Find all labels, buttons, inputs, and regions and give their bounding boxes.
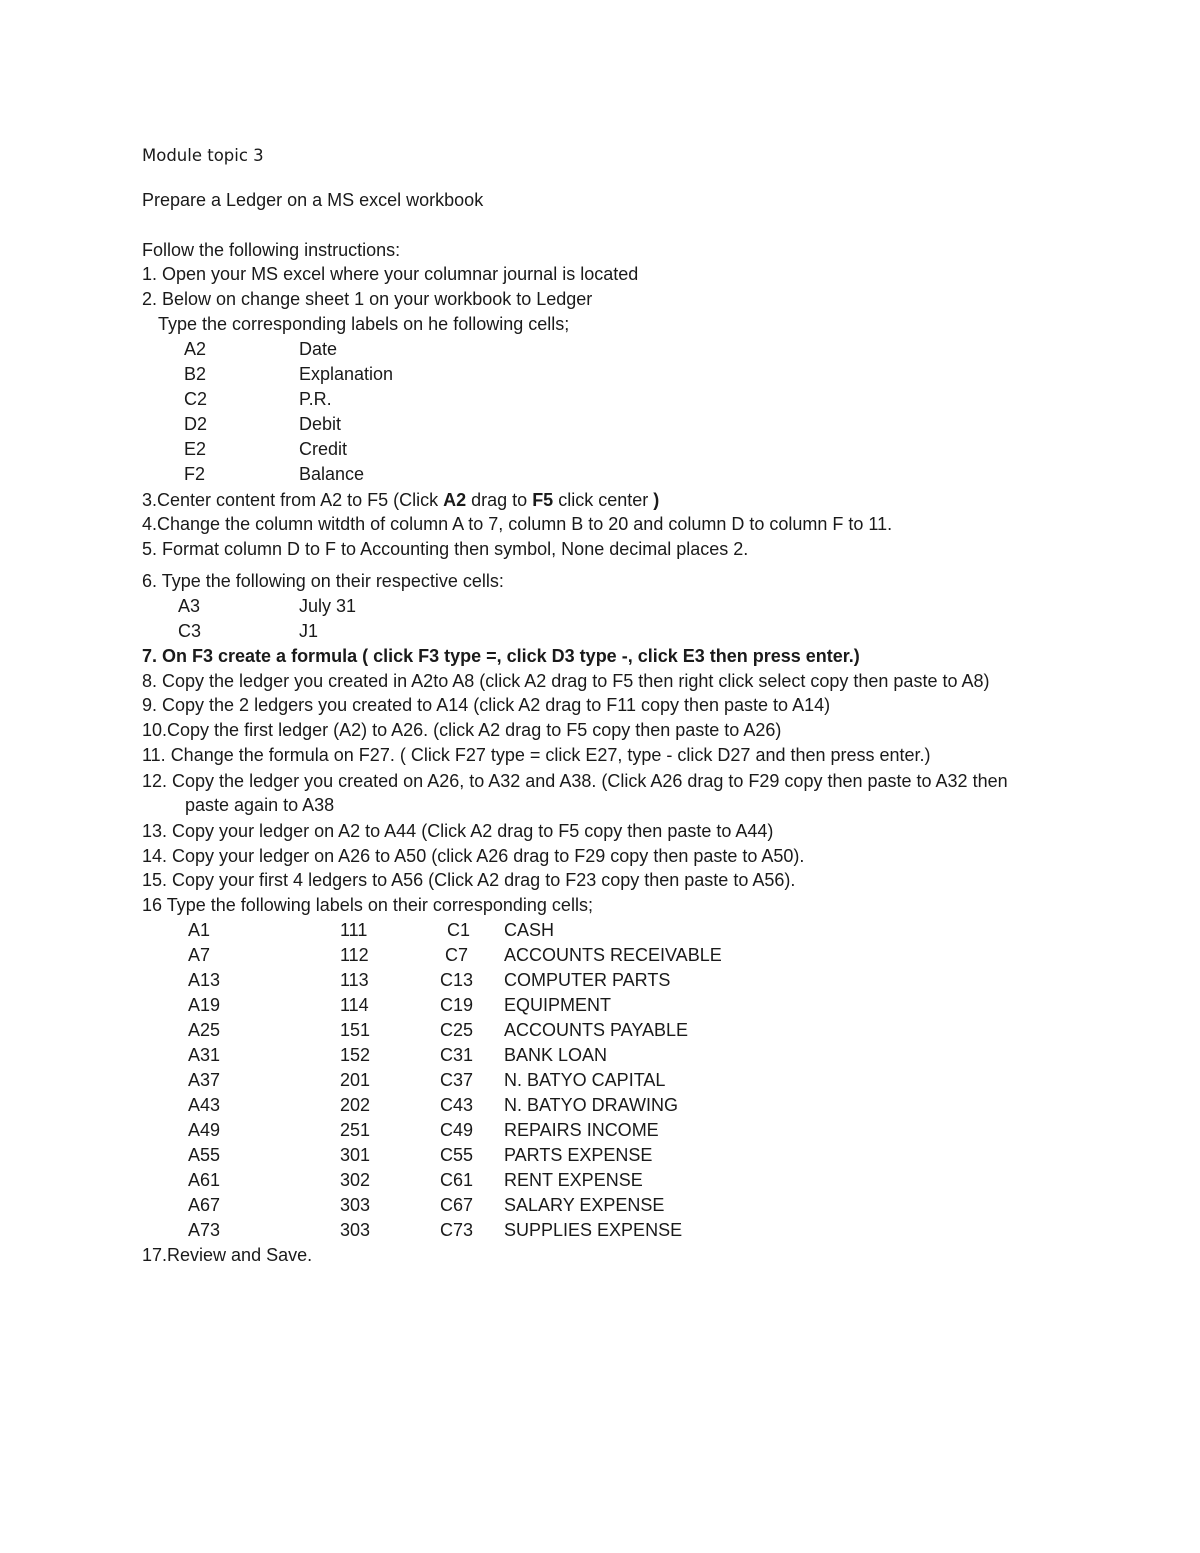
step-17: 17.Review and Save. (142, 1245, 313, 1265)
account-number: 201 (340, 1070, 371, 1090)
account-c-cell: C31 (440, 1045, 474, 1065)
label-cell-value: Balance (299, 464, 365, 484)
account-name: CASH (504, 920, 555, 940)
account-c-cell: C55 (440, 1145, 474, 1165)
account-a-cell: A55 (188, 1145, 221, 1165)
step-6-cell-ref: C3 (178, 621, 202, 641)
account-name: REPAIRS INCOME (504, 1120, 659, 1140)
step-3 (142, 489, 659, 511)
step-1: 1. Open your MS excel where your columnar journal is located (142, 264, 639, 284)
instructions-intro: Follow the following instructions: (142, 240, 401, 260)
step-6: 6. Type the following on their respective cells: (142, 571, 504, 591)
label-cell-ref: C2 (184, 389, 208, 409)
account-number: 302 (340, 1170, 371, 1190)
label-cell-ref: A2 (184, 339, 207, 359)
account-name: N. BATYO DRAWING (504, 1095, 679, 1115)
step-3-text: 3.Center content from A2 to F5 (Click (142, 490, 444, 510)
step-8: 8. Copy the ledger you created in A2to A8 (click A2 drag to F5 then right click select copy then paste to A8) (142, 671, 990, 691)
account-number: 303 (340, 1195, 371, 1215)
step-12: 12. Copy the ledger you created on A26, to A32 and A38. (Click A26 drag to F29 copy then paste to A32 then (142, 771, 1008, 791)
step-11: 11. Change the formula on F27. ( Click F27 type = click E27, type - click D27 and then press enter.) (142, 745, 931, 765)
label-cell-value: Credit (299, 439, 348, 459)
account-number: 251 (340, 1120, 371, 1140)
account-a-cell: A1 (188, 920, 211, 940)
label-cell-ref: F2 (184, 464, 206, 484)
account-number: 114 (340, 995, 369, 1015)
account-number: 111 (340, 920, 368, 940)
step-3-text: drag to (466, 490, 533, 510)
step-3-cell-a2: A2 (443, 490, 467, 510)
account-a-cell: A73 (188, 1220, 221, 1240)
account-number: 202 (340, 1095, 371, 1115)
account-number: 113 (340, 970, 369, 990)
label-cell-ref: E2 (184, 439, 207, 459)
step-4: 4.Change the column witdth of column A to 7, column B to 20 and column D to column F to 11. (142, 514, 893, 534)
account-name: PARTS EXPENSE (504, 1145, 653, 1165)
account-c-cell: C19 (440, 995, 474, 1015)
account-a-cell: A31 (188, 1045, 221, 1065)
account-name: BANK LOAN (504, 1045, 608, 1065)
account-a-cell: A25 (188, 1020, 221, 1040)
step-6-cell-value: July 31 (299, 596, 357, 616)
label-cell-value: Debit (299, 414, 342, 434)
step-10: 10.Copy the first ledger (A2) to A26. (click A2 drag to F5 copy then paste to A26) (142, 720, 782, 740)
step-15: 15. Copy your first 4 ledgers to A56 (Click A2 drag to F23 copy then paste to A56). (142, 870, 796, 890)
account-a-cell: A43 (188, 1095, 221, 1115)
label-cell-ref: D2 (184, 414, 208, 434)
account-c-cell: C13 (440, 970, 474, 990)
account-c-cell: C61 (440, 1170, 474, 1190)
account-c-cell: C73 (440, 1220, 474, 1240)
step-16: 16 Type the following labels on their corresponding cells; (142, 895, 593, 915)
account-c-cell: C67 (440, 1195, 474, 1215)
account-number: 151 (340, 1020, 371, 1040)
account-a-cell: A67 (188, 1195, 221, 1215)
step-5: 5. Format column D to F to Accounting then symbol, None decimal places 2. (142, 539, 749, 559)
account-a-cell: A7 (188, 945, 211, 965)
account-number: 112 (340, 945, 369, 965)
account-a-cell: A49 (188, 1120, 221, 1140)
account-number: 301 (340, 1145, 371, 1165)
account-name: RENT EXPENSE (504, 1170, 643, 1190)
account-c-cell: C37 (440, 1070, 474, 1090)
label-cell-ref: B2 (184, 364, 207, 384)
label-cell-value: P.R. (299, 389, 332, 409)
step-2: 2. Below on change sheet 1 on your workbook to Ledger (142, 289, 593, 309)
step-3-paren: ) (653, 490, 660, 510)
account-c-cell: C25 (440, 1020, 474, 1040)
account-a-cell: A37 (188, 1070, 221, 1090)
label-cell-value: Date (299, 339, 338, 359)
step-14: 14. Copy your ledger on A26 to A50 (click A26 drag to F29 copy then paste to A50). (142, 846, 805, 866)
account-a-cell: A19 (188, 995, 221, 1015)
account-name: EQUIPMENT (504, 995, 612, 1015)
label-cell-value: Explanation (299, 364, 394, 384)
account-c-cell: C49 (440, 1120, 474, 1140)
step-6-cell-value: J1 (299, 621, 319, 641)
account-name: N. BATYO CAPITAL (504, 1070, 666, 1090)
account-number: 152 (340, 1045, 371, 1065)
account-name: ACCOUNTS PAYABLE (504, 1020, 689, 1040)
step-3-cell-f5: F5 (532, 490, 554, 510)
account-c-cell: C7 (445, 945, 469, 965)
account-name: ACCOUNTS RECEIVABLE (504, 945, 722, 965)
account-c-cell: C1 (447, 920, 471, 940)
step-2-note: Type the corresponding labels on he following cells; (158, 314, 570, 334)
account-a-cell: A13 (188, 970, 221, 990)
document-subtitle: Prepare a Ledger on a MS excel workbook (142, 190, 484, 210)
account-name: COMPUTER PARTS (504, 970, 671, 990)
account-name: SUPPLIES EXPENSE (504, 1220, 683, 1240)
step-7: 7. On F3 create a formula ( click F3 type =, click D3 type -, click E3 then press enter.) (142, 646, 860, 666)
step-13: 13. Copy your ledger on A2 to A44 (Click A2 drag to F5 copy then paste to A44) (142, 821, 774, 841)
account-number: 303 (340, 1220, 371, 1240)
step-3-text: click center (553, 490, 654, 510)
step-9: 9. Copy the 2 ledgers you created to A14 (click A2 drag to F11 copy then paste to A14) (142, 695, 831, 715)
account-c-cell: C43 (440, 1095, 474, 1115)
account-name: SALARY EXPENSE (504, 1195, 665, 1215)
step-6-cell-ref: A3 (178, 596, 201, 616)
account-a-cell: A61 (188, 1170, 221, 1190)
document-title: Module topic 3 (142, 146, 264, 165)
step-12-continued: paste again to A38 (185, 795, 335, 815)
